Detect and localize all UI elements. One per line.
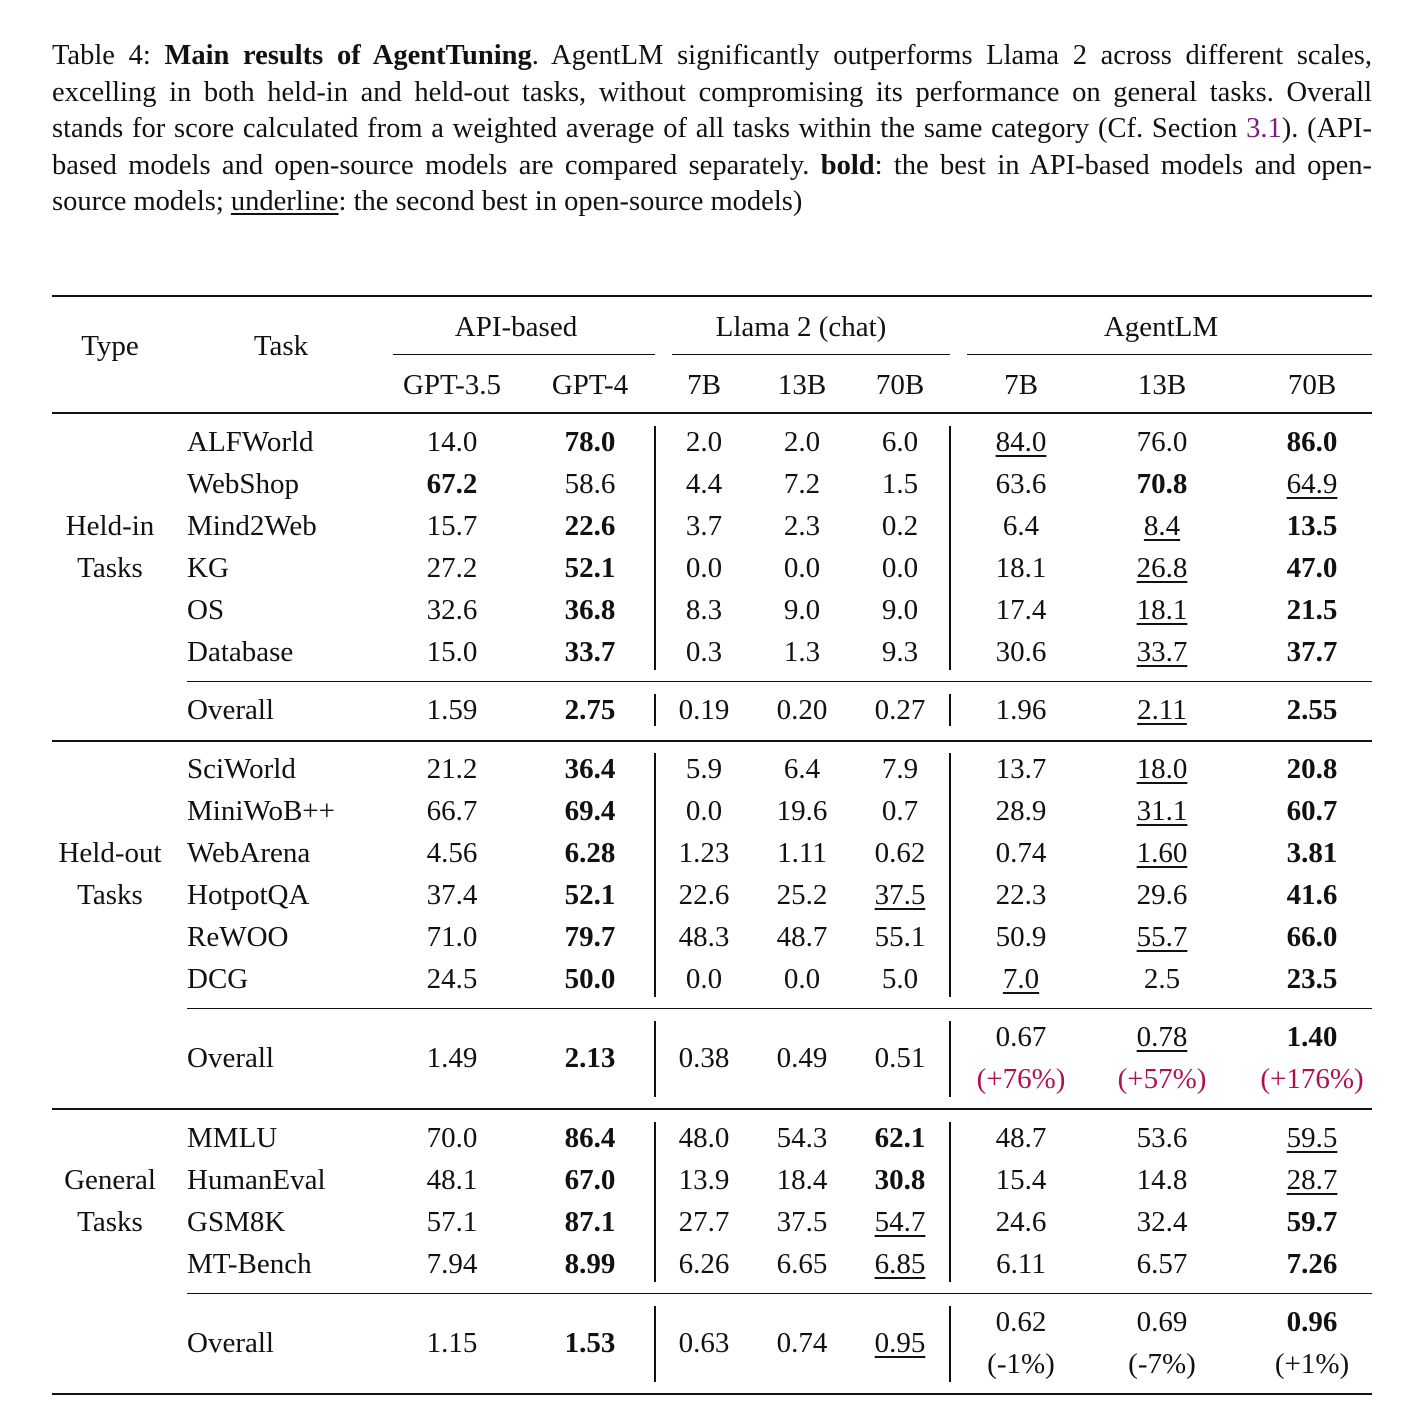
header-column: 7B (1004, 369, 1038, 401)
table-cell: 15.7 (426, 510, 478, 542)
table-cell: 13.9 (678, 1164, 730, 1196)
table-cell: 18.1 (1136, 594, 1188, 626)
table-cell: 14.0 (426, 426, 478, 458)
header-column: GPT-4 (551, 369, 629, 401)
overall-cell: 0.74 (776, 1327, 828, 1359)
table-cell: 33.7 (1136, 636, 1188, 668)
table-cell: 54.7 (874, 1206, 926, 1238)
caption-label: Table 4: (52, 40, 151, 71)
section-rule (52, 1108, 1372, 1110)
task-name: WebShop (187, 468, 300, 500)
table-cell: 8.99 (564, 1248, 616, 1280)
column-separator (949, 1021, 951, 1097)
overall-cell: 0.51 (874, 1042, 926, 1074)
overall-cell: 0.95 (874, 1327, 926, 1359)
table-cell: 60.7 (1286, 795, 1338, 827)
table-cell: 0.62 (874, 837, 926, 869)
overall-cell: 2.75 (564, 694, 616, 726)
table-cell: 9.3 (881, 636, 919, 668)
table-cell: 78.0 (564, 426, 616, 458)
table-cell: 62.1 (874, 1122, 926, 1154)
overall-cell: 1.49 (426, 1042, 478, 1074)
overall-cell: 0.20 (776, 694, 828, 726)
table-cell: 0.0 (685, 795, 723, 827)
table-cell: 64.9 (1286, 468, 1338, 500)
table-cell: 1.60 (1136, 837, 1188, 869)
improvement-delta: (+57%) (1117, 1063, 1207, 1095)
table-cell: 76.0 (1136, 426, 1188, 458)
task-name: HotpotQA (187, 879, 310, 911)
table-cell: 28.9 (995, 795, 1047, 827)
table-cell: 0.3 (685, 636, 723, 668)
table-cell: 5.9 (685, 753, 723, 785)
table-cell: 87.1 (564, 1206, 616, 1238)
table-cell: 23.5 (1286, 963, 1338, 995)
table-cell: 21.2 (426, 753, 478, 785)
overall-midrule (187, 1008, 1372, 1009)
section-type-label: General (64, 1164, 156, 1196)
column-separator (654, 426, 656, 670)
column-separator (949, 1122, 951, 1282)
table-cell: 25.2 (776, 879, 828, 911)
table-cell: 0.0 (783, 552, 821, 584)
overall-cell: 0.49 (776, 1042, 828, 1074)
table-cell: 5.0 (881, 963, 919, 995)
task-name: KG (187, 552, 229, 584)
table-cell: 2.3 (783, 510, 821, 542)
task-name: Database (187, 636, 294, 668)
table-top-rule (52, 295, 1372, 297)
table-cell: 1.5 (881, 468, 919, 500)
table-cell: 32.6 (426, 594, 478, 626)
table-cell: 52.1 (564, 879, 616, 911)
table-cell: 30.6 (995, 636, 1047, 668)
table-cell: 48.0 (678, 1122, 730, 1154)
column-separator (654, 753, 656, 997)
table-cell: 7.9 (881, 753, 919, 785)
caption-text-1: . AgentLM significantly outperforms Llama 2 across different scales, excelling in both held-in and held-out tasks, without compromising its performance on general tasks. Overall stands for score calculated from a weighted average of all tasks within the same category (Cf. Section (52, 40, 1372, 144)
table-cell: 55.1 (874, 921, 926, 953)
table-cell: 24.5 (426, 963, 478, 995)
table-cell: 0.0 (783, 963, 821, 995)
column-separator (654, 694, 656, 726)
table-cell: 21.5 (1286, 594, 1338, 626)
table-cell: 13.5 (1286, 510, 1338, 542)
table-cell: 1.23 (678, 837, 730, 869)
table-cell: 18.4 (776, 1164, 828, 1196)
improvement-delta: (-7%) (1128, 1348, 1196, 1380)
task-name: GSM8K (187, 1206, 286, 1238)
agentlm-group-cmidrule (967, 354, 1372, 355)
table-cell: 70.0 (426, 1122, 478, 1154)
header-column: 70B (1287, 369, 1337, 401)
improvement-delta: (+176%) (1260, 1063, 1364, 1095)
header-task: Task (253, 330, 309, 362)
table-cell: 19.6 (776, 795, 828, 827)
table-cell: 0.0 (881, 552, 919, 584)
table-cell: 0.74 (995, 837, 1047, 869)
header-column: 70B (875, 369, 925, 401)
overall-cell: 0.63 (678, 1327, 730, 1359)
column-separator (949, 1306, 951, 1382)
table-cell: 31.1 (1136, 795, 1188, 827)
task-name: WebArena (187, 837, 311, 869)
llama-group-cmidrule (672, 354, 950, 355)
table-cell: 37.4 (426, 879, 478, 911)
table-cell: 14.8 (1136, 1164, 1188, 1196)
table-cell: 6.4 (1002, 510, 1040, 542)
table-cell: 0.0 (685, 552, 723, 584)
table-cell: 30.8 (874, 1164, 926, 1196)
table-cell: 20.8 (1286, 753, 1338, 785)
table-cell: 86.4 (564, 1122, 616, 1154)
caption-underline-word: underline (230, 186, 339, 217)
overall-label: Overall (187, 1327, 274, 1359)
table-cell: 48.7 (776, 921, 828, 953)
task-name: OS (187, 594, 225, 626)
table-cell: 67.2 (426, 468, 478, 500)
section-type-label: Tasks (77, 1206, 143, 1238)
table-cell: 37.7 (1286, 636, 1338, 668)
api-group-cmidrule (393, 354, 655, 355)
table-cell: 7.94 (426, 1248, 478, 1280)
table-cell: 13.7 (995, 753, 1047, 785)
table-cell: 4.56 (426, 837, 478, 869)
table-cell: 6.65 (776, 1248, 828, 1280)
table-cell: 55.7 (1136, 921, 1188, 953)
overall-cell: 2.13 (564, 1042, 616, 1074)
overall-cell: 1.53 (564, 1327, 616, 1359)
header-group: API-based (454, 311, 578, 343)
table-cell: 26.8 (1136, 552, 1188, 584)
column-separator (654, 1306, 656, 1382)
table-cell: 22.6 (678, 879, 730, 911)
table-cell: 6.57 (1136, 1248, 1188, 1280)
table-cell: 0.7 (881, 795, 919, 827)
table-cell: 84.0 (995, 426, 1047, 458)
table-cell: 66.0 (1286, 921, 1338, 953)
table-cell: 1.11 (777, 837, 827, 869)
overall-cell: 0.96 (1286, 1306, 1338, 1338)
overall-label: Overall (187, 1042, 274, 1074)
table-cell: 37.5 (776, 1206, 828, 1238)
table-bottom-rule (52, 1393, 1372, 1395)
task-name: ReWOO (187, 921, 289, 953)
section-reference-link[interactable]: 3.1 (1246, 113, 1282, 144)
caption-bold-word: bold (820, 149, 875, 181)
task-name: HumanEval (187, 1164, 326, 1196)
table-cell: 8.3 (685, 594, 723, 626)
column-separator (949, 694, 951, 726)
table-cell: 63.6 (995, 468, 1047, 500)
table-cell: 50.9 (995, 921, 1047, 953)
table-cell: 69.4 (564, 795, 616, 827)
overall-cell: 1.96 (995, 694, 1047, 726)
table-cell: 47.0 (1286, 552, 1338, 584)
task-name: MiniWoB++ (187, 795, 336, 827)
table-cell: 6.4 (783, 753, 821, 785)
table-cell: 50.0 (564, 963, 616, 995)
table-cell: 9.0 (881, 594, 919, 626)
table-cell: 4.4 (685, 468, 723, 500)
table-cell: 18.0 (1136, 753, 1188, 785)
overall-cell: 2.55 (1286, 694, 1338, 726)
header-column: GPT-3.5 (402, 369, 502, 401)
caption-title: Main results of AgentTuning (164, 40, 532, 71)
table-cell: 2.0 (685, 426, 723, 458)
overall-cell: 0.19 (678, 694, 730, 726)
table-cell: 9.0 (783, 594, 821, 626)
improvement-delta: (+1%) (1274, 1348, 1350, 1380)
table-cell: 15.0 (426, 636, 478, 668)
table-cell: 6.0 (881, 426, 919, 458)
table-cell: 29.6 (1136, 879, 1188, 911)
header-group: Llama 2 (chat) (715, 311, 887, 343)
overall-cell: 0.69 (1136, 1306, 1188, 1338)
caption-text-4: : the second best in open-source models) (338, 186, 803, 217)
table-cell: 6.26 (678, 1248, 730, 1280)
table-cell: 57.1 (426, 1206, 478, 1238)
table-cell: 36.4 (564, 753, 616, 785)
overall-cell: 0.67 (995, 1021, 1047, 1053)
section-type-label: Tasks (77, 879, 143, 911)
table-cell: 2.5 (1143, 963, 1181, 995)
table-cell: 18.1 (995, 552, 1047, 584)
overall-cell: 0.62 (995, 1306, 1047, 1338)
table-cell: 70.8 (1136, 468, 1188, 500)
header-column: 13B (777, 369, 827, 401)
table-cell: 27.2 (426, 552, 478, 584)
table-cell: 6.11 (996, 1248, 1046, 1280)
table-cell: 71.0 (426, 921, 478, 953)
column-separator (654, 1122, 656, 1282)
table-cell: 27.7 (678, 1206, 730, 1238)
table-cell: 54.3 (776, 1122, 828, 1154)
table-cell: 79.7 (564, 921, 616, 953)
section-type-label: Tasks (77, 552, 143, 584)
overall-cell: 1.40 (1286, 1021, 1338, 1053)
header-column: 7B (687, 369, 721, 401)
table-cell: 33.7 (564, 636, 616, 668)
table-cell: 2.0 (783, 426, 821, 458)
task-name: ALFWorld (187, 426, 314, 458)
table-cell: 48.1 (426, 1164, 478, 1196)
table-cell: 48.7 (995, 1122, 1047, 1154)
header-group: AgentLM (1103, 311, 1219, 343)
table-cell: 41.6 (1286, 879, 1338, 911)
table-cell: 7.0 (1002, 963, 1040, 995)
task-name: SciWorld (187, 753, 296, 785)
table-cell: 22.6 (564, 510, 616, 542)
table-cell: 1.3 (783, 636, 821, 668)
table-cell: 67.0 (564, 1164, 616, 1196)
table-cell: 53.6 (1136, 1122, 1188, 1154)
overall-cell: 0.78 (1136, 1021, 1188, 1053)
table-cell: 8.4 (1143, 510, 1181, 542)
table-cell: 6.85 (874, 1248, 926, 1280)
table-cell: 22.3 (995, 879, 1047, 911)
table-cell: 48.3 (678, 921, 730, 953)
table-cell: 36.8 (564, 594, 616, 626)
table-cell: 17.4 (995, 594, 1047, 626)
overall-cell: 0.27 (874, 694, 926, 726)
table-cell: 3.7 (685, 510, 723, 542)
caption-text-2: ). (API-based models and open-source models are compared separately. (52, 113, 1372, 181)
table-cell: 7.2 (783, 468, 821, 500)
table-cell: 66.7 (426, 795, 478, 827)
table-cell: 32.4 (1136, 1206, 1188, 1238)
overall-cell: 0.38 (678, 1042, 730, 1074)
overall-label: Overall (187, 694, 274, 726)
overall-cell: 1.59 (426, 694, 478, 726)
section-type-label: Held-in (65, 510, 155, 542)
task-name: MMLU (187, 1122, 278, 1154)
table-cell: 59.7 (1286, 1206, 1338, 1238)
table-cell: 3.81 (1286, 837, 1338, 869)
improvement-delta: (-1%) (987, 1348, 1055, 1380)
table-cell: 15.4 (995, 1164, 1047, 1196)
table-cell: 37.5 (874, 879, 926, 911)
table-cell: 0.2 (881, 510, 919, 542)
section-type-label: Held-out (58, 837, 162, 869)
table-cell: 52.1 (564, 552, 616, 584)
overall-cell: 1.15 (426, 1327, 478, 1359)
column-separator (654, 1021, 656, 1097)
task-name: Mind2Web (187, 510, 317, 542)
header-column: 13B (1137, 369, 1187, 401)
overall-midrule (187, 1293, 1372, 1294)
table-cell: 58.6 (564, 468, 616, 500)
header-type: Type (81, 330, 139, 362)
overall-cell: 2.11 (1137, 694, 1187, 726)
table-cell: 24.6 (995, 1206, 1047, 1238)
table-cell: 6.28 (564, 837, 616, 869)
table-cell: 0.0 (685, 963, 723, 995)
caption-text-3: : the best in API-based models and open-source models; (52, 149, 1372, 217)
column-separator (949, 426, 951, 670)
header-bottom-rule (52, 412, 1372, 414)
table-cell: 7.26 (1286, 1248, 1338, 1280)
table-cell: 86.0 (1286, 426, 1338, 458)
overall-midrule (187, 681, 1372, 682)
task-name: DCG (187, 963, 249, 995)
table-cell: 59.5 (1286, 1122, 1338, 1154)
section-rule (52, 740, 1372, 742)
table-cell: 28.7 (1286, 1164, 1338, 1196)
task-name: MT-Bench (187, 1248, 312, 1280)
column-separator (949, 753, 951, 997)
improvement-delta: (+76%) (976, 1063, 1066, 1095)
